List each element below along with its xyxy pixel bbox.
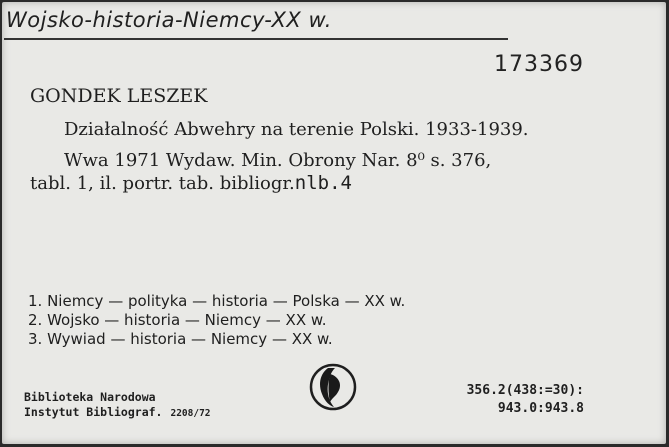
accession-number: 173369 [494, 52, 584, 77]
library-logo-icon [308, 362, 358, 412]
library-imprint [24, 390, 211, 421]
publication-details-line1: Wwa 1971 Wydaw. Min. Obrony Nar. 8⁰ s. 376, [64, 150, 492, 171]
classification-number [467, 382, 584, 418]
classification-line-2: 943.0:943.8 [497, 401, 584, 416]
subject-heading-1: 1. Niemcy — polityka — historia — Polska — XX w. [28, 292, 406, 310]
publication-details-text: tabl. 1, il. portr. tab. bibliogr. [30, 173, 295, 194]
subject-headings [28, 292, 405, 349]
institute-name: Instytut Bibliograf. [24, 405, 163, 419]
subject-heading-2: 2. Wojsko — historia — Niemcy — XX w. [28, 311, 327, 329]
subject-heading-3: 3. Wywiad — historia — Niemcy — XX w. [28, 330, 333, 348]
book-title: Działalność Abwehry na terenie Polski. 1933-1939. [64, 119, 529, 140]
card-code: 2208/72 [170, 408, 211, 419]
author: GONDEK LESZEK [30, 85, 208, 107]
publication-details-line2 [30, 172, 352, 194]
catalog-card [2, 2, 666, 444]
publication-details-typed: nlb.4 [294, 172, 352, 194]
handwritten-subject-heading: Wojsko-historia-Niemcy-XX w. [6, 8, 332, 32]
heading-underline [4, 38, 508, 40]
library-name: Biblioteka Narodowa [24, 390, 156, 404]
classification-line-1: 356.2(438:=30): [466, 383, 584, 398]
